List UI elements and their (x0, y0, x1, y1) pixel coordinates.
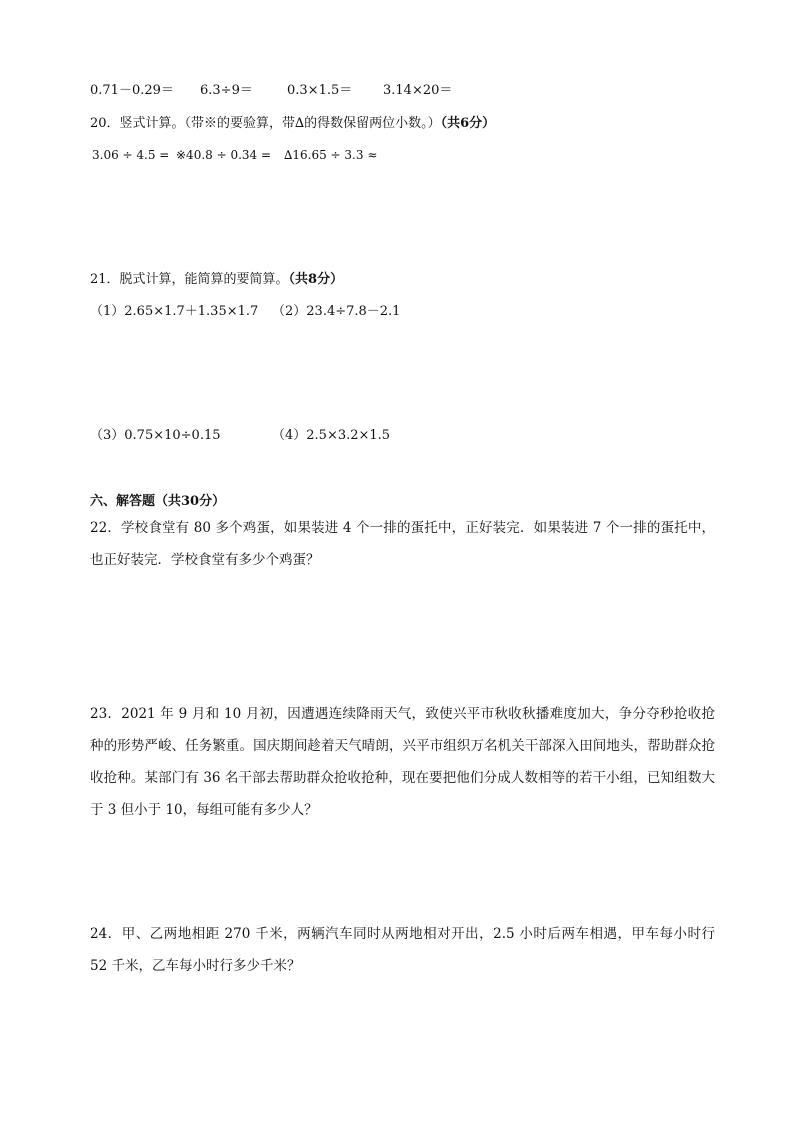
q20-title-tail: 的得数保留两位小数。） (304, 116, 441, 131)
q21-item-2: （2）23.4÷7.8－2.1 (272, 304, 401, 319)
q21-item-1: （1）2.65×1.7＋1.35×1.7 (90, 304, 259, 319)
q21-item-4: （4）2.5×3.2×1.5 (272, 428, 391, 443)
oral-calc-3: 0.3×1.5＝ (287, 83, 353, 98)
section-6-title: 六、解答题（共30分） (90, 494, 226, 509)
q21-item-3: （3）0.75×10÷0.15 (90, 428, 221, 443)
oral-calc-2: 6.3÷9＝ (200, 83, 253, 98)
q23-text: 23．2021 年 9 月和 10 月初，因遭遇连续降雨天气，致使兴平市秋收秋播难度加大，争分夺秒抢收抢种的形势严峻、任务繁重。国庆期间趁着天气晴朗，兴平市组织万名机关干部深入田间地头，帮助群众抢收抢种。某部门有 36 名干部去帮助群众抢收抢种，现在要把他们分成人数相等的若干小组，已知组数大于 3 但小于 10，每组可能有多少人？ (90, 706, 715, 818)
q22-text: 22．学校食堂有 80 多个鸡蛋，如果装进 4 个一排的蛋托中，正好装完．如果装进 7 个一排的蛋托中，也正好装完．学校食堂有多少个鸡蛋？ (90, 520, 715, 568)
q21-heading (90, 271, 343, 289)
q21-score: （共8分） (288, 272, 344, 287)
oral-calc-1: 0.71－0.29＝ (90, 83, 174, 98)
q20-item-1: 3.06 ÷ 4.5 = (92, 148, 170, 162)
q20-score: （共6分） (440, 116, 496, 131)
q24-text: 24．甲、乙两地相距 270 千米，两辆汽车同时从两地相对开出，2.5 小时后两车相遇，甲车每小时行 52 千米，乙车每小时行多少千米？ (90, 926, 715, 974)
q20-heading (90, 115, 495, 133)
q20-title: 20．竖式计算。（带※的要验算，带 (90, 116, 296, 131)
q20-item-2: ※40.8 ÷ 0.34 = (176, 148, 272, 162)
q21-title: 21．脱式计算，能简算的要简算。 (90, 272, 289, 287)
triangle-icon: ∆ (295, 116, 305, 131)
oral-calc-4: 3.14×20＝ (383, 83, 453, 98)
q20-item-3: ∆16.65 ÷ 3.3 ≈ (284, 148, 378, 162)
